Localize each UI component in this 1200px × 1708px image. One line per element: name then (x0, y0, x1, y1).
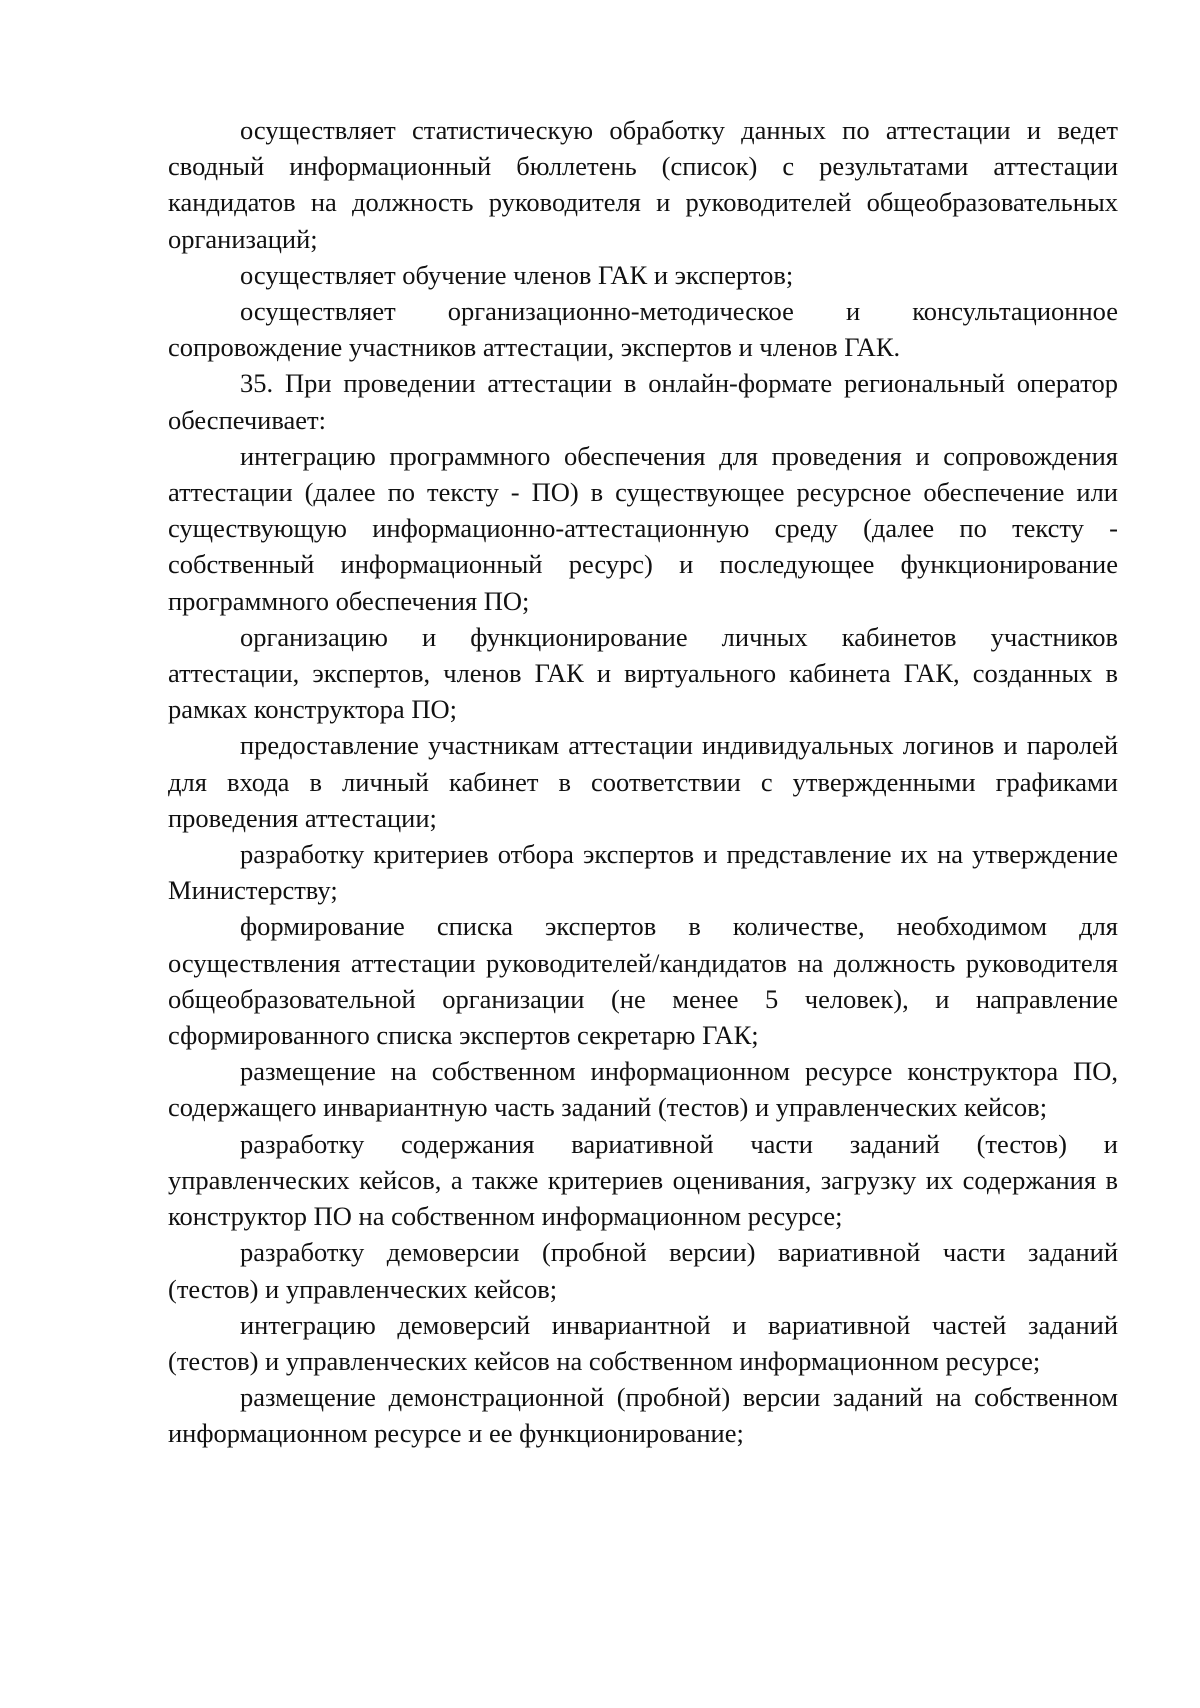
paragraph-expert-list: формирование списка экспертов в количестве, необходимом для осуществления аттестации руководителей/кандидатов на должность руководителя общеобразовательной организации (не менее 5 человек), и направление сформированного списка экспертов секретарю ГАК; (168, 911, 1118, 1051)
paragraph-training: осуществляет обучение членов ГАК и экспертов; (240, 259, 794, 290)
paragraph-integration: интеграцию программного обеспечения для проведения и сопровождения аттестации (далее по тексту - ПО) в существующее ресурсное обеспечение или существующую информационно-аттестационную среду (далее по тексту - собственный информационный ресурс) и последующее функционирование программного обеспечения ПО; (168, 440, 1118, 616)
paragraph-variable-part: разработку содержания вариативной части заданий (тестов) и управленческих кейсов, а также критериев оценивания, загрузку их содержания в конструктор ПО на собственном информационном ресурсе; (168, 1128, 1118, 1232)
paragraph-item-35: 35. При проведении аттестации в онлайн-формате региональный оператор обеспечивает: (168, 368, 1118, 435)
paragraph-support: осуществляет организационно-методическое и консультационное сопровождение участников аттестации, экспертов и членов ГАК. (168, 296, 1118, 363)
paragraph-constructor: размещение на собственном информационном ресурсе конструктора ПО, содержащего инвариантную часть заданий (тестов) и управленческих кейсов; (168, 1056, 1118, 1123)
paragraph-demo-integration: интеграцию демоверсий инвариантной и вариативной частей заданий (тестов) и управленческих кейсов на собственном информационном ресурсе; (168, 1309, 1118, 1376)
paragraph-personal-cabinets: организацию и функционирование личных кабинетов участников аттестации, экспертов, членов ГАК и виртуального кабинета ГАК, созданных в рамках конструктора ПО; (168, 621, 1118, 725)
document-body (168, 112, 1118, 1452)
paragraph-statistics: осуществляет статистическую обработку данных по аттестации и ведет сводный информационный бюллетень (список) с результатами аттестации кандидатов на должность руководителя и руководителей общеобразовательных организаций; (168, 115, 1118, 254)
paragraph-logins: предоставление участникам аттестации индивидуальных логинов и паролей для входа в личный кабинет в соответствии с утвержденными графиками проведения аттестации; (168, 730, 1118, 833)
paragraph-demo-placement: размещение демонстрационной (пробной) версии заданий на собственном информационном ресурсе и ее функционирование; (168, 1382, 1118, 1449)
paragraph-demo-version: разработку демоверсии (пробной версии) вариативной части заданий (тестов) и управленческих кейсов; (168, 1237, 1118, 1304)
paragraph-expert-criteria: разработку критериев отбора экспертов и представление их на утверждение Министерству; (168, 839, 1118, 906)
